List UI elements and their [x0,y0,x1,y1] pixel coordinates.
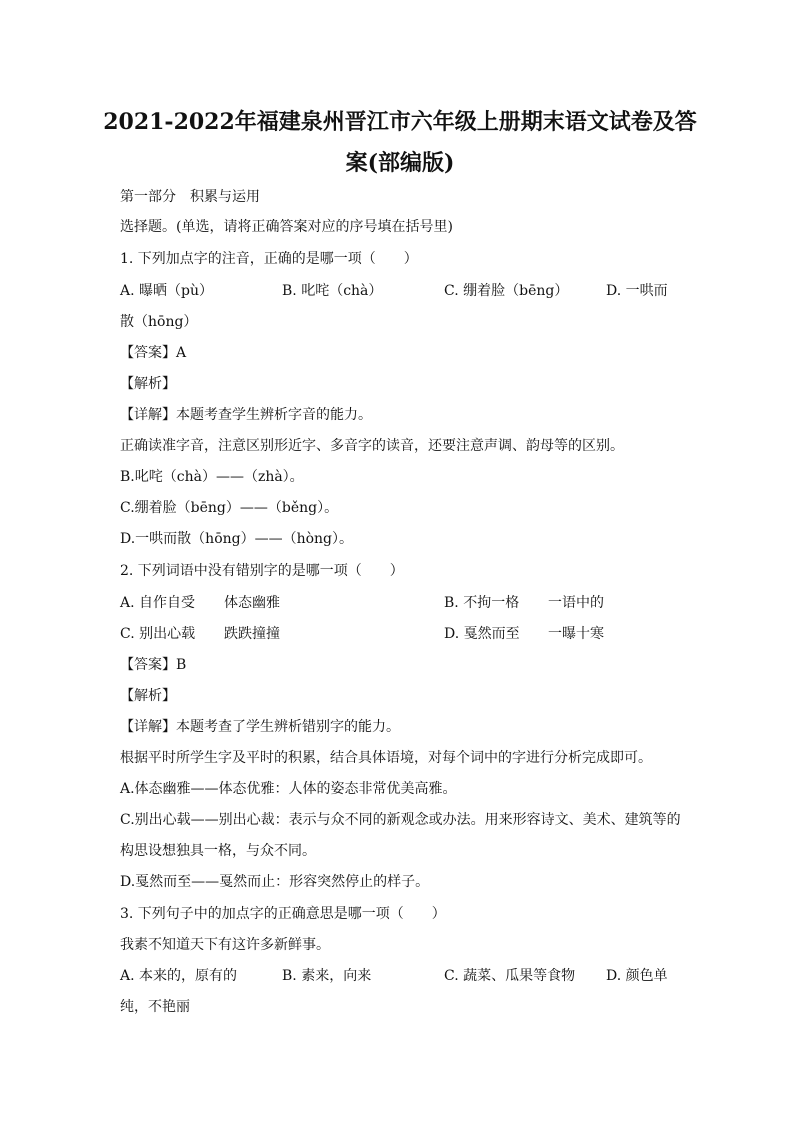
q2-note-c-wrap: 构思设想独具一格，与众不同。 [120,843,316,859]
q1-note-c: C.绷着脸（bēng）——（běng）。 [120,500,339,516]
q2-detail: 【详解】本题考查了学生辨析错别字的能力。 [120,719,400,735]
q3-sentence: 我素不知道天下有这许多新鲜事。 [120,937,330,953]
q1-option-d: D. 一哄而 [606,283,668,299]
q2-option-d-word2: 一曝十寒 [548,626,604,642]
q2-analysis-label: 【解析】 [120,688,176,704]
q3-option-d-wrap: 纯，不艳丽 [120,999,190,1015]
q2-option-d: D. 戛然而至 [444,626,520,642]
q1-note-d: D.一哄而散（hōng）——（hòng）。 [120,531,354,547]
q2-stem: 2. 下列词语中没有错别字的是哪一项（ ） [120,563,404,579]
q3-stem: 3. 下列句子中的加点字的正确意思是哪一项（ ） [120,906,446,922]
section-heading: 第一部分 积累与运用 [120,189,260,205]
q1-answer: 【答案】A [120,345,187,361]
q2-note-a: A.体态幽雅——体态优雅：人体的姿态非常优美高雅。 [120,781,457,797]
q3-option-d: D. 颜色单 [606,968,668,984]
doc-title-line1: 2021-2022年福建泉州晋江市六年级上册期末语文试卷及答 [103,109,697,135]
q1-note-b: B.叱咤（chà）——（zhà）。 [120,469,304,485]
q2-option-b-word2: 一语中的 [548,595,604,611]
q2-answer: 【答案】B [120,657,187,673]
q1-detail: 【详解】本题考查学生辨析字音的能力。 [120,407,372,423]
q2-explain: 根据平时所学生字及平时的积累，结合具体语境，对每个词中的字进行分析完成即可。 [120,750,652,766]
q2-option-c-word2: 跌跌撞撞 [224,626,280,642]
q1-analysis-label: 【解析】 [120,376,176,392]
q2-option-b: B. 不拘一格 [444,595,520,611]
q3-option-b: B. 素来，向来 [282,968,372,984]
q3-option-a: A. 本来的，原有的 [120,968,238,984]
q1-option-a: A. 曝晒（pù） [120,283,213,299]
q1-explain: 正确读准字音，注意区别形近字、多音字的读音，还要注意声调、韵母等的区别。 [120,438,624,454]
q1-stem: 1. 下列加点字的注音，正确的是哪一项（ ） [120,251,418,267]
q3-option-c: C. 蔬菜、瓜果等食物 [444,968,576,984]
q1-option-c: C. 绷着脸（bēng） [444,283,569,299]
q2-option-a-word2: 体态幽雅 [224,595,280,611]
instruction-text: 选择题。(单选，请将正确答案对应的序号填在括号里) [120,219,453,235]
q2-note-c: C.别出心载——别出心裁：表示与众不同的新观念或办法。用来形容诗文、美术、建筑等的 [120,812,681,828]
q2-note-d: D.戛然而至——戛然而止：形容突然停止的样子。 [120,874,430,890]
q1-option-d-wrap: 散（hōng） [120,314,198,330]
q1-option-b: B. 叱咤（chà） [282,283,383,299]
q2-option-a: A. 自作自受 [120,595,196,611]
doc-title-line2: 案(部编版) [345,150,455,176]
q2-option-c: C. 别出心载 [120,626,196,642]
